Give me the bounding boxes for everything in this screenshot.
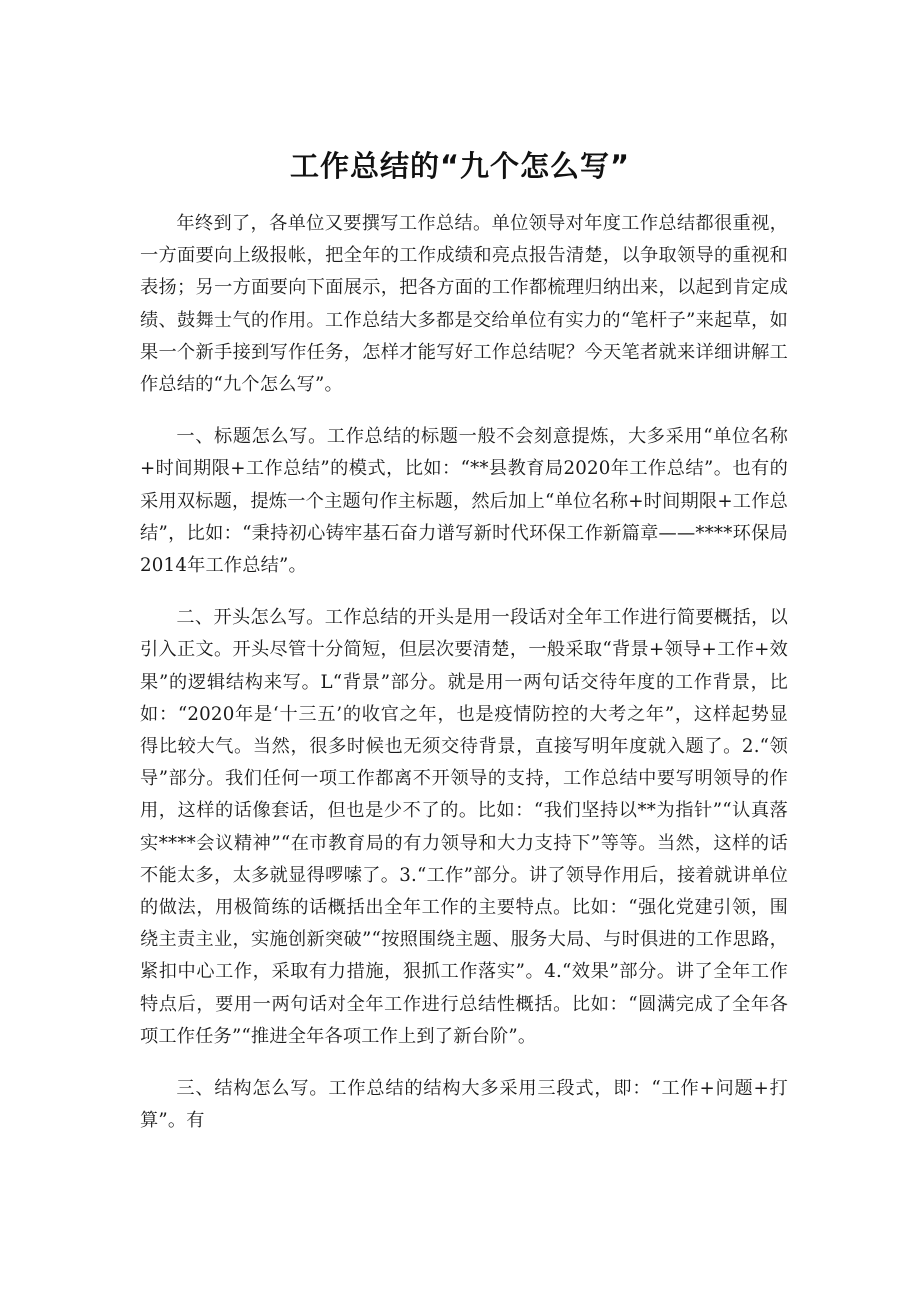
paragraph-opening-section: 二、开头怎么写。工作总结的开头是用一段话对全年工作进行简要概括，以引入正文。开头尽管十分简短，但层次要清楚，一般采取“背景+领导+工作+效果”的逻辑结构来写。L“背景”部分。就是用一两句话交待年度的工作背景，比如：“2020年是‘十三五’的收官之年，也是疫情防控的大考之年”，这样起势显得比较大气。当然，很多时候也无须交待背景，直接写明年度就入题了。2.“领导”部分。我们任何一项工作都离不开领导的支持，工作总结中要写明领导的作用，这样的话像套话，但也是少不了的。比如：“我们坚持以**为指针”“认真落实****会议精神”“在市教育局的有力领导和大力支持下”等等。当然，这样的话不能太多，太多就显得啰嗦了。3.“工作”部分。讲了领导作用后，接着就讲单位的做法，用极简练的话概括出全年工作的主要特点。比如：“强化党建引领，围绕主责主业，实施创新突破”“按照围绕主题、服务大局、与时俱进的工作思路，紧扣中心工作，采取有力措施，狠抓工作落实”。4.“效果”部分。讲了全年工作特点后，要用一两句话对全年工作进行总结性概括。比如：“圆满完成了全年各项工作任务”“推进全年各项工作上到了新台阶”。 — [140, 607, 788, 1047]
document-title: 工作总结的“九个怎么写” — [289, 149, 631, 183]
paragraph-structure-section: 三、结构怎么写。工作总结的结构大多采用三段式，即：“工作+问题+打算”。有 — [140, 1078, 788, 1132]
document-body — [140, 208, 788, 1157]
paragraph-title-section: 一、标题怎么写。工作总结的标题一般不会刻意提炼，大多采用“单位名称+时间期限+工作总结”的模式，比如：“**县教育局2020年工作总结”。也有的采用双标题，提炼一个主题句作主标题，然后加上“单位名称+时间期限+工作总结”，比如：“秉持初心铸牢基石奋力谱写新时代环保工作新篇章——****环保局2014年工作总结”。 — [140, 426, 788, 577]
paragraph-intro: 年终到了，各单位又要撰写工作总结。单位领导对年度工作总结都很重视，一方面要向上级报帐，把全年的工作成绩和亮点报告清楚，以争取领导的重视和表扬；另一方面要向下面展示，把各方面的工作都梳理归纳出来，以起到肯定成绩、鼓舞士气的作用。工作总结大多都是交给单位有实力的“笔杆子”来起草，如果一个新手接到写作任务，怎样才能写好工作总结呢？今天笔者就来详细讲解工作总结的“九个怎么写”。 — [140, 213, 788, 396]
